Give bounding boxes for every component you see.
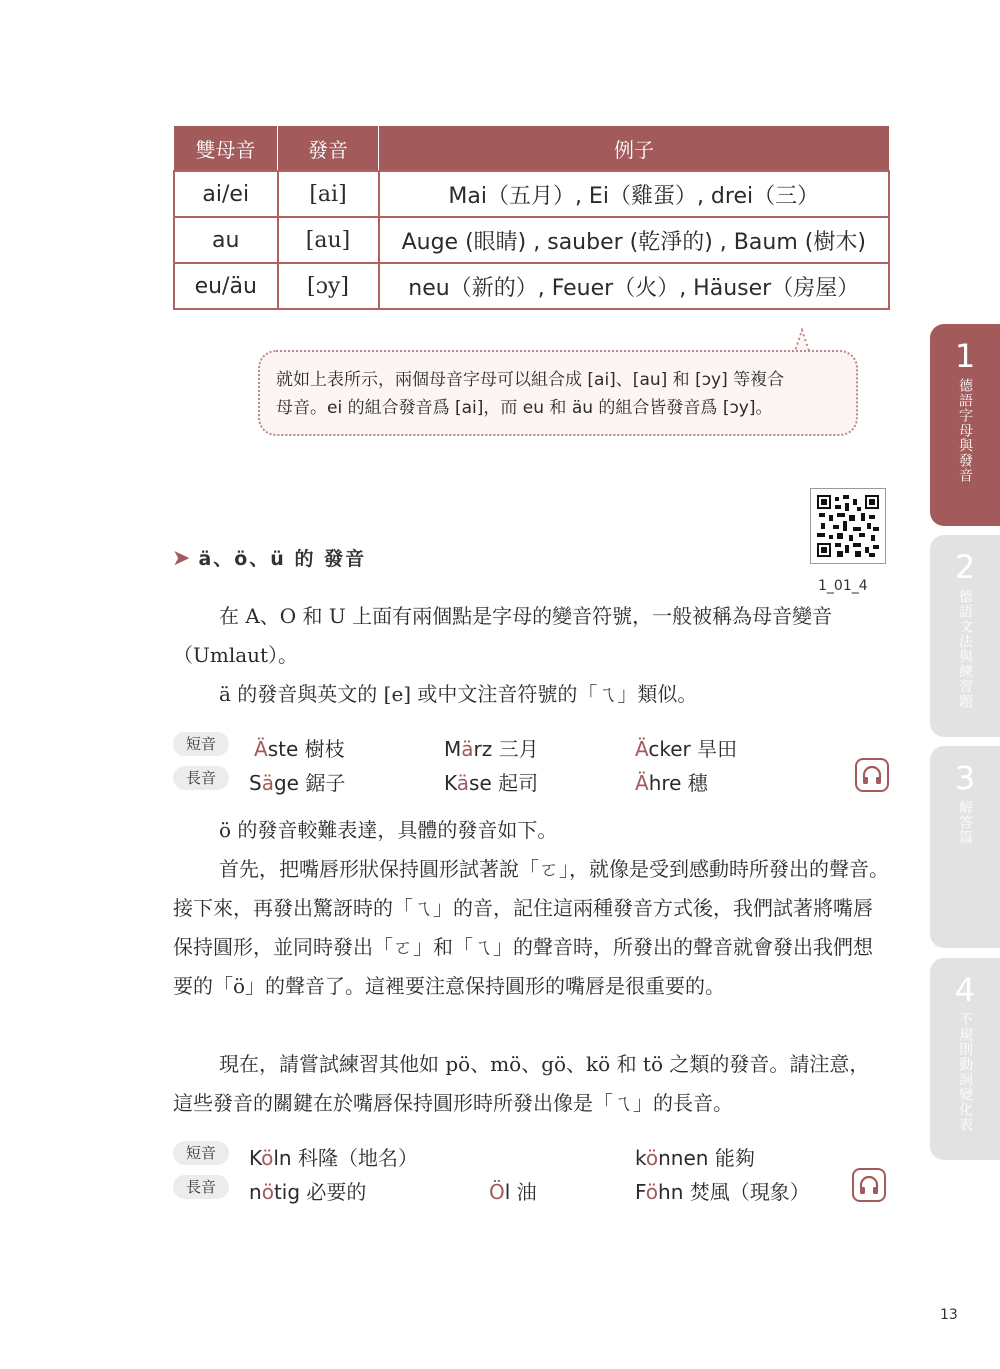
qr-code[interactable] (810, 488, 886, 564)
paragraph-a-umlaut: ä 的發音與英文的 [e] 或中文注音符號的「ㄟ」類似。 (219, 682, 698, 706)
ipa-cell: [au] (278, 217, 379, 263)
section-title-text: ä、ö、ü 的 發音 (198, 548, 367, 570)
example-word: Säge 鋸子 (249, 771, 346, 795)
long-vowel-badge: 長音 (173, 1175, 229, 1199)
table-header-diphthong: 雙母音 (174, 126, 278, 171)
paragraph-practice: 現在，請嘗試練習其他如 pö、mö、gö、kö 和 tö 之類的發音。請注意，這些發音的關鍵在於嘴唇保持圓形時所發出像是「ㄟ」的長音。 (173, 1052, 870, 1115)
tab-label: 解答篇 (957, 800, 973, 845)
diphthong-table (173, 126, 890, 310)
example-word: Föhn 焚風（現象） (635, 1180, 810, 1204)
diphthong-cell: au (174, 217, 278, 263)
tab-chapter-2[interactable] (930, 535, 1000, 737)
example-word: Köln 科隆（地名） (249, 1146, 418, 1170)
table-header-examples: 例子 (379, 126, 890, 171)
page-number: 13 (940, 1307, 958, 1323)
example-word: März 三月 (444, 737, 539, 761)
diphthong-cell: ai/ei (174, 171, 278, 217)
tab-number: 4 (954, 971, 976, 1009)
table-header-pronunciation: 發音 (278, 126, 379, 171)
headphones-icon[interactable] (855, 758, 889, 792)
example-word: Äcker 旱田 (635, 737, 738, 761)
example-cell: Auge (眼睛) , sauber (乾淨的) , Baum (樹木) (379, 217, 890, 263)
ipa-cell: [ai] (278, 171, 379, 217)
note-callout (258, 350, 858, 436)
table-row (174, 217, 889, 263)
example-word: können 能夠 (635, 1146, 755, 1170)
table-row (174, 263, 889, 309)
tab-label: 德語字母與發音 (957, 378, 973, 483)
example-cell: neu（新的）, Feuer（火）, Häuser（房屋） (379, 263, 890, 309)
example-word: Käse 起司 (444, 771, 539, 795)
paragraph-o-method: 首先，把嘴唇形狀保持圓形試著說「ㄛ」，就像是受到感動時所發出的聲音。接下來，再發出驚訝時的「ㄟ」的音，記住這兩種發音方式後，我們試著將嘴唇保持圓形，並同時發出「ㄛ」和「ㄟ」的聲音時，所發出的聲音就會發出我們想要的「ö」的聲音了。這裡要注意保持圓形的嘴唇是很重要的。 (173, 857, 889, 998)
qr-code-pattern (817, 495, 879, 557)
audio-track-label: 1_01_4 (818, 578, 868, 594)
example-word: Ähre 穗 (635, 771, 708, 795)
ipa-cell: [ɔy] (278, 263, 379, 309)
short-vowel-badge: 短音 (173, 732, 229, 756)
tab-chapter-1[interactable] (930, 324, 1000, 526)
example-word: Äste 樹枝 (254, 737, 345, 761)
paragraph-o-umlaut: ö 的發音較難表達，具體的發音如下。 (219, 818, 558, 842)
note-line-2: 母音。ei 的組合發音爲 [ai]，而 eu 和 äu 的組合皆發音爲 [ɔy]。 (276, 398, 773, 418)
paragraph-umlaut-intro: 在 A、O 和 U 上面有兩個點是字母的變音符號，一般被稱為母音變音（Umlaut）。 (173, 604, 833, 667)
table-row (174, 171, 889, 217)
example-word: Öl 油 (489, 1180, 537, 1204)
note-line-1: 就如上表所示，兩個母音字母可以組合成 [ai]、[au] 和 [ɔy] 等複合 (276, 370, 785, 390)
diphthong-cell: eu/äu (174, 263, 278, 309)
section-title (172, 544, 366, 571)
tab-label: 不規則動詞變化表 (957, 1012, 973, 1132)
tab-number: 3 (954, 759, 976, 797)
short-vowel-badge: 短音 (173, 1141, 229, 1165)
headphones-icon[interactable] (852, 1168, 886, 1202)
arrow-right-icon: ➤ (172, 546, 193, 571)
long-vowel-badge: 長音 (173, 766, 229, 790)
tab-number: 1 (954, 337, 976, 375)
tab-number: 2 (954, 548, 976, 586)
example-cell: Mai（五月）, Ei（雞蛋）, drei（三） (379, 171, 890, 217)
tab-label: 德語文法與練習題 (957, 589, 973, 709)
tab-chapter-4[interactable] (930, 958, 1000, 1160)
tab-chapter-3[interactable] (930, 746, 1000, 948)
example-word: nötig 必要的 (249, 1180, 367, 1204)
